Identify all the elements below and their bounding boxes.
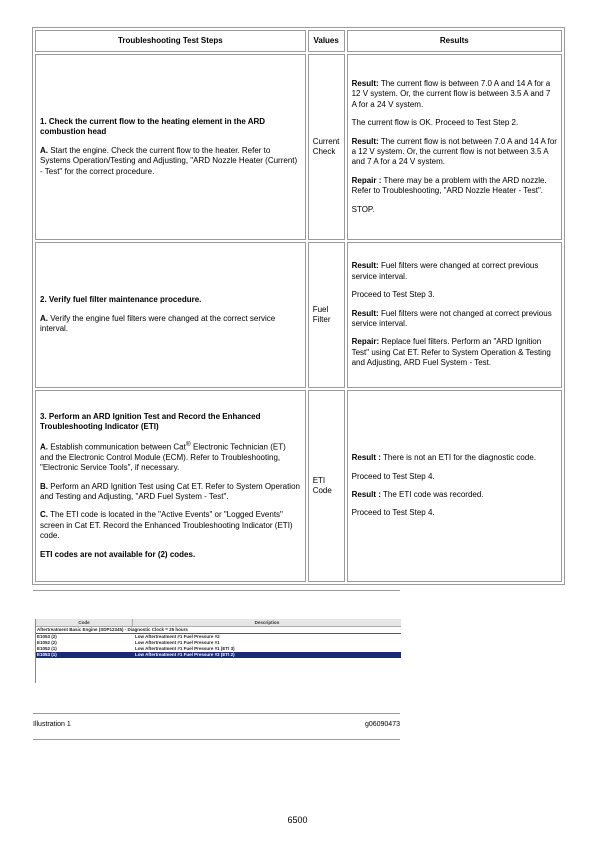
- result-line: Repair: Replace fuel filters. Perform an "ARD Ignition Test" using Cat ET. Refer to System Operation & Testing and Adjusting, ARD Fuel System - Test.: [351, 337, 551, 368]
- troubleshooting-table: [32, 27, 565, 585]
- value-cell: Fuel Filter: [308, 242, 345, 388]
- illustration-caption: [33, 720, 400, 729]
- table-row: [35, 54, 562, 240]
- divider: [33, 590, 400, 591]
- table-row: [35, 390, 562, 582]
- header-results: Results: [347, 30, 562, 52]
- result-line: Proceed to Test Step 4.: [351, 471, 435, 481]
- value-cell: ETI Code: [308, 390, 345, 582]
- step-title: 3. Perform an ARD Ignition Test and Record the Enhanced Troubleshooting Indicator (ETI): [40, 412, 261, 432]
- result-line: Result : There is not an ETI for the diagnostic code.: [351, 453, 537, 463]
- step-text: A. Verify the engine fuel filters were changed at the correct service interval.: [40, 313, 276, 334]
- step-text: A. Establish communication between Cat® Electronic Technician (ET) and the Electronic Control Module (ECM). Refer to Troubleshooting, "Electronic Service Tools", if necessary.: [40, 440, 286, 473]
- result-line: Result: The current flow is not between 7.0 A and 14 A for a 12 V system. Or, the current flow is not between 3.5 A and 7 A for a 24 V system.: [351, 136, 557, 167]
- step-note: ETI codes are not available for (2) codes.: [40, 549, 196, 559]
- step-text: A. Start the engine. Check the current flow to the heater. Refer to Systems Operation/Testing and Adjusting, "ARD Nozzle Heater (Current) - Test" for the correct procedure.: [40, 145, 298, 176]
- screenshot-group-row: Aftertreatment Basic Engine (SDP12345) - Diagnostic Clock = 25 hours: [36, 627, 401, 634]
- table-header-row: [35, 30, 562, 52]
- screenshot-header: [36, 619, 401, 627]
- caption-id: g06090473: [364, 721, 400, 728]
- list-item: E1052 (1) Low Aftertreatment #1 Fuel Pressure #1 (ETI 3): [37, 646, 235, 651]
- value-cell: Current Check: [308, 54, 345, 240]
- result-line: Result : The ETI code was recorded.: [351, 490, 484, 499]
- result-line: Proceed to Test Step 4.: [351, 508, 435, 518]
- divider: [33, 713, 400, 714]
- result-line: STOP.: [351, 204, 375, 214]
- step-title: 2. Verify fuel filter maintenance procedure.: [40, 295, 202, 305]
- result-line: Repair : There may be a problem with the ARD nozzle. Refer to Troubleshooting, "ARD Nozzle Heater - Test".: [351, 175, 547, 196]
- step-text: C. The ETI code is located in the "Active Events" or "Logged Events" screen in Cat ET. Record the Enhanced Troubleshooting Indicator (ETI) code.: [40, 510, 293, 541]
- step-text: B. Perform an ARD Ignition Test using Cat ET. Refer to System Operation and Testing and Adjusting, "ARD Fuel System - Test".: [40, 481, 300, 502]
- results-cell: [347, 390, 562, 582]
- event-screenshot: [35, 619, 401, 683]
- list-item: E1052 (2) Low Aftertreatment #1 Fuel Pressure #1: [37, 640, 220, 645]
- result-line: Result: The current flow is between 7.0 A and 14 A for a 12 V system. Or, the current flow is between 3.5 A and 7 A for a 24 V system.: [351, 79, 551, 109]
- step-cell: [35, 54, 306, 240]
- step-cell: [35, 390, 306, 582]
- step-title: 1. Check the current flow to the heating element in the ARD combustion head: [40, 117, 266, 137]
- step-cell: [35, 242, 306, 388]
- caption-label: Illustration 1: [33, 721, 71, 728]
- table-row: [35, 242, 562, 388]
- header-steps: Troubleshooting Test Steps: [35, 30, 306, 52]
- col-code-header: Code: [78, 620, 90, 625]
- result-line: Result: Fuel filters were changed at correct previous service interval.: [351, 261, 539, 281]
- results-cell: [347, 242, 562, 388]
- result-line: Result: Fuel filters were not changed at correct previous service interval.: [351, 308, 552, 328]
- list-item-selected: E1053 (1) Low Aftertreatment #1 Fuel Pressure #2 (ETI 2): [36, 652, 401, 658]
- divider: [33, 739, 400, 740]
- page-number: 6500: [287, 815, 308, 825]
- col-desc-header: Description: [132, 619, 401, 626]
- header-values: Values: [308, 30, 345, 52]
- result-line: Proceed to Test Step 3.: [351, 290, 435, 300]
- results-cell: [347, 54, 562, 240]
- result-line: The current flow is OK. Proceed to Test Step 2.: [351, 118, 519, 128]
- list-item: E1053 (2) Low Aftertreatment #1 Fuel Pressure #2: [37, 634, 220, 639]
